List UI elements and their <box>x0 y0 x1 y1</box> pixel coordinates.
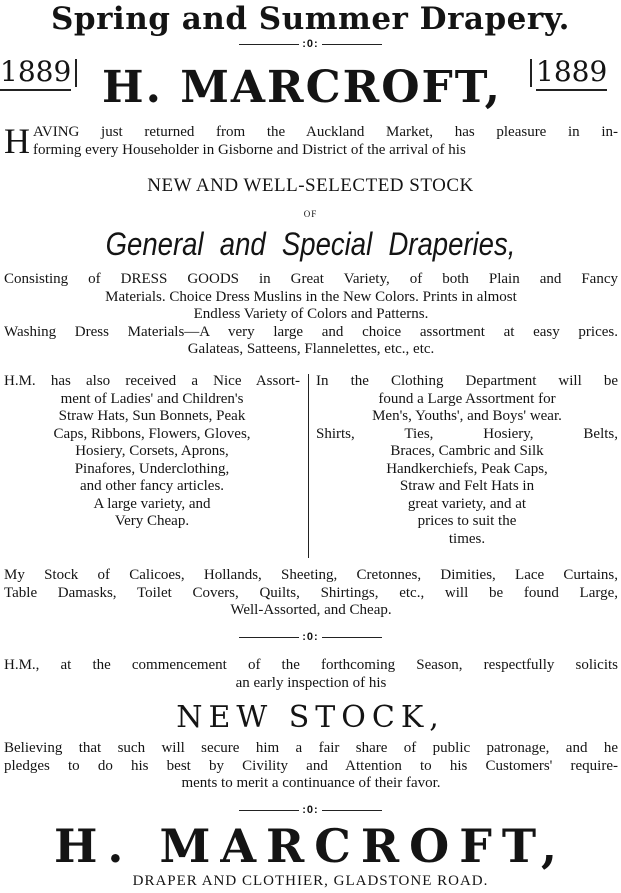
column-rule <box>308 374 309 558</box>
stock-heading: NEW AND WELL-SELECTED STOCK <box>147 175 474 196</box>
year-left: 1889 <box>0 57 71 91</box>
footer-tagline: DRAPER AND CLOTHIER, GLADSTONE ROAD. <box>132 873 489 889</box>
season-paragraph <box>4 657 618 692</box>
text-line: Believing that such will secure him a fair share of public patronage, and he <box>4 740 618 756</box>
text-line: pledges to do his best by Civility and Attention to his Customers' require- <box>4 757 618 774</box>
text-line: found a Large Assortment for <box>378 390 556 407</box>
text-line: Consisting of DRESS GOODS in Great Variety, of both Plain and Fancy <box>4 271 618 287</box>
stock-heading-of: OF <box>303 209 318 219</box>
dropcap: H <box>4 121 30 161</box>
advert-title: Spring and Summer Drapery. <box>51 1 570 37</box>
text-line: an early inspection of his <box>235 674 387 691</box>
text-line: H.M. has also received a Nice Assort- <box>4 373 300 389</box>
intro-paragraph <box>4 121 618 161</box>
text-line: H.M., at the commencement of the forthcoming Season, respectfully solicits <box>4 657 618 673</box>
text-line: and other fancy articles. <box>79 478 225 494</box>
text-line: In the Clothing Department will be <box>316 373 618 389</box>
text-line: Straw Hats, Sun Bonnets, Peak <box>58 408 246 424</box>
text-line: Shirts, Ties, Hosiery, Belts, <box>316 425 618 442</box>
text-line: ments to merit a continuance of their favor. <box>181 775 441 791</box>
text-line: Materials. Choice Dress Muslins in the New Colors. Prints in almost <box>105 288 517 305</box>
text-line: Handkerchiefs, Peak Caps, <box>386 460 548 477</box>
text-line: times. <box>448 530 486 547</box>
draperies-heading: General and Special Draperies, <box>105 226 516 262</box>
text-line: Hosiery, Corsets, Aprons, <box>75 443 229 459</box>
ornament-divider: :0: <box>0 804 621 816</box>
intro-line: AVING just returned from the Auckland Market, has pleasure in in- <box>33 124 618 140</box>
text-line: Well-Assorted, and Cheap. <box>230 602 392 618</box>
text-line: My Stock of Calicoes, Hollands, Sheeting, Cretonnes, Dimities, Lace Curtains, <box>4 567 618 583</box>
text-line: Washing Dress Materials—A very large and choice assortment at easy prices. <box>4 323 618 340</box>
text-line: Endless Variety of Colors and Patterns. <box>193 306 429 322</box>
intro-line: forming every Householder in Gisborne and District of the arrival of his <box>33 141 466 158</box>
text-line: Caps, Ribbons, Flowers, Gloves, <box>53 425 251 442</box>
merchant-name: H. MARCROFT, <box>102 62 502 113</box>
year-right: 1889 <box>536 57 607 91</box>
text-line: prices to suit the <box>417 513 517 529</box>
text-line: Very Cheap. <box>114 513 190 529</box>
text-line: ment of Ladies' and Children's <box>60 390 244 407</box>
closing-paragraph <box>4 740 618 793</box>
goods-paragraph <box>4 271 618 359</box>
right-column <box>316 373 618 548</box>
stock-paragraph <box>4 567 618 620</box>
text-line: Pinafores, Underclothing, <box>74 460 230 477</box>
left-column <box>4 373 300 531</box>
text-line: A large variety, and <box>93 495 211 512</box>
text-line: Straw and Felt Hats in <box>399 478 535 494</box>
text-line: Braces, Cambric and Silk <box>390 443 544 459</box>
text-line: great variety, and at <box>407 495 527 512</box>
text-line: Table Damasks, Toilet Covers, Quilts, Shirtings, etc., will be found Large, <box>4 584 618 601</box>
ornament-divider: :0: <box>0 631 621 643</box>
ornament-divider: :0: <box>0 38 621 50</box>
text-line: Galateas, Satteens, Flannelettes, etc., etc. <box>187 341 435 357</box>
text-line: Men's, Youths', and Boys' wear. <box>372 408 562 424</box>
new-stock-heading: NEW STOCK, <box>176 700 445 735</box>
merchant-name-footer: H. MARCROFT, <box>53 819 568 873</box>
